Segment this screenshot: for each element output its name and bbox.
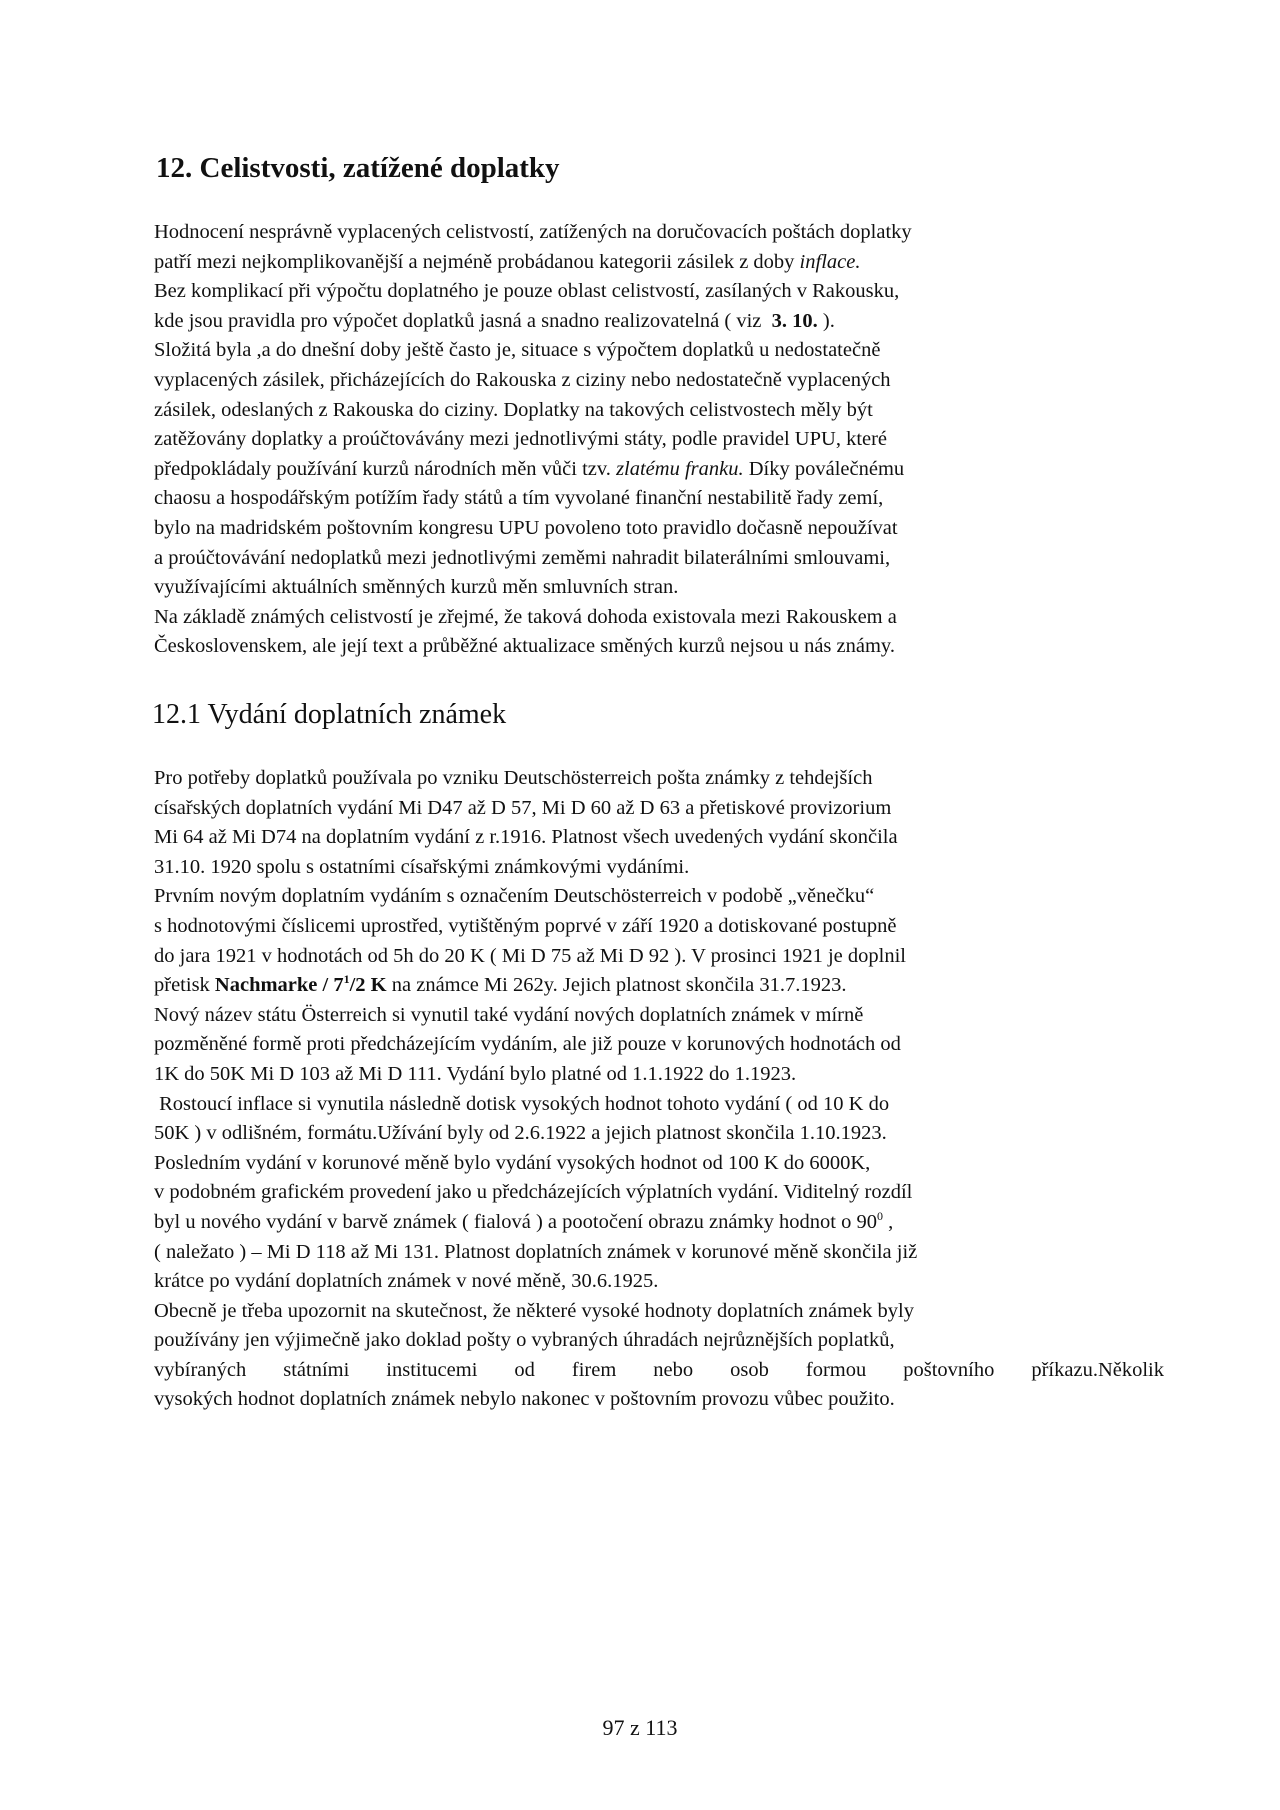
text-line: Na základě známých celistvostí je zřejmé, že taková dohoda existovala mezi Rakouskem a <box>154 605 897 628</box>
overprint-text <box>215 974 387 996</box>
text-span: patří mezi nejkomplikovanější a nejméně probádanou kategorii zásilek z doby <box>154 250 795 273</box>
text-line <box>154 455 1164 485</box>
text-line <box>154 307 1164 337</box>
text-line <box>154 248 1164 278</box>
text-line: Nový název státu Österreich si vynutil také vydání nových doplatních známek v mírně <box>154 1003 864 1026</box>
text-line: Prvním novým doplatním vydáním s označením Deutschösterreich v podobě „věnečku“ <box>154 885 875 908</box>
text-span: , <box>888 1210 894 1233</box>
text-line: používány jen výjimečně jako doklad pošty o vybraných úhradách nejrůznějších poplatků, <box>154 1329 895 1352</box>
text-span: Nachmarke / 7 <box>214 974 344 997</box>
text-span: kde jsou pravidla pro výpočet doplatků jasná a snadno realizovatelná ( viz <box>154 309 762 332</box>
text-line: vysokých hodnot doplatních známek nebylo nakonec v poštovním provozu vůbec použito. <box>154 1388 895 1411</box>
text-line: Obecně je třeba upozornit na skutečnost, že některé vysoké hodnoty doplatních známek byly <box>154 1299 914 1322</box>
text-span: na známce Mi 262y. Jejich platnost skončila 31.7.1923. <box>391 974 847 997</box>
text-line: do jara 1921 v hodnotách od 5h do 20 K ( Mi D 75 až Mi D 92 ). V prosinci 1921 je doplnil <box>154 944 906 967</box>
emphasis-inflace: inflace. <box>799 250 861 273</box>
text-line: Složitá byla ,a do dnešní doby ještě často je, situace s výpočtem doplatků u nedostatečně <box>154 339 881 362</box>
text-line: s hodnotovými číslicemi uprostřed, vytištěným poprvé v září 1920 a dotiskované postupně <box>154 914 897 937</box>
text-line: využívajícími aktuálních směnných kurzů měn smluvních stran. <box>154 576 679 599</box>
text-line: Pro potřeby doplatků používala po vzniku Deutschösterreich pošta známky z tehdejších <box>154 767 873 789</box>
text-span: Díky poválečnému <box>748 457 905 480</box>
text-line: pozměněné formě proti předcházejícím vydáním, ale již pouze v korunových hodnotách od <box>154 1033 901 1056</box>
text-line: 31.10. 1920 spolu s ostatními císařskými známkovými vydáními. <box>154 855 690 878</box>
text-line: Hodnocení nesprávně vyplacených celistvostí, zatížených na doručovacích poštách doplatky <box>154 221 912 243</box>
superscript: 1 <box>343 972 350 987</box>
paragraph-postage-due <box>154 764 1164 1415</box>
text-line: ( naležato ) – Mi D 118 až Mi 131. Platnost doplatních známek v korunové měně skončila již <box>154 1240 918 1263</box>
emphasis-zlatemu-franku: zlatému franku. <box>616 457 744 480</box>
section-reference: 3. 10. <box>771 309 818 332</box>
text-line: císařských doplatních vydání Mi D47 až D 57, Mi D 60 až D 63 a přetiskové provizorium <box>154 796 892 819</box>
text-line: zatěžovány doplatky a proúčtovávány mezi jednotlivými státy, podle pravidel UPU, které <box>154 428 888 451</box>
subsection-heading: 12.1 Vydání doplatních známek <box>152 699 507 730</box>
text-line: Mi 64 až Mi D74 na doplatním vydání z r.1916. Platnost všech uvedených vydání skončila <box>154 826 898 849</box>
text-span: přetisk <box>154 974 210 997</box>
text-line: bylo na madridském poštovním kongresu UPU povoleno toto pravidlo dočasně nepoužívat <box>154 516 898 539</box>
superscript: 0 <box>876 1208 883 1223</box>
text-line: vybíraných státními institucemi od firem nebo osob formou poštovního příkazu.Několik <box>154 1358 1164 1381</box>
text-line: krátce po vydání doplatních známek v nové měně, 30.6.1925. <box>154 1270 659 1293</box>
text-span: ). <box>822 309 835 332</box>
text-span: byl u nového vydání v barvě známek ( fialová ) a pootočení obrazu známky hodnot o 90 <box>154 1210 877 1233</box>
text-line: Posledním vydání v korunové měně bylo vydání vysokých hodnot od 100 K do 6000K, <box>154 1151 871 1174</box>
text-line: 50K ) v odlišném, formátu.Užívání byly od 2.6.1922 a jejich platnost skončila 1.10.1923. <box>154 1122 887 1145</box>
text-line: Československem, ale její text a průběžné aktualizace směných kurzů nejsou u nás známy. <box>154 635 895 658</box>
text-line: vyplacených zásilek, přicházejících do Rakouska z ciziny nebo nedostatečně vyplacených <box>154 368 891 391</box>
text-line <box>154 971 1164 1001</box>
text-line: v podobném grafickém provedení jako u předcházejících výplatních vydání. Viditelný rozdíl <box>154 1181 913 1204</box>
text-line <box>154 1208 1164 1238</box>
paragraph-intro <box>154 218 1164 662</box>
text-line: chaosu a hospodářským potížím řady států a tím vyvolané finanční nestabilitě řady zemí, <box>154 487 884 510</box>
text-line: a proúčtovávání nedoplatků mezi jednotlivými zeměmi nahradit bilaterálními smlouvami, <box>154 546 891 569</box>
text-line: zásilek, odeslaných z Rakouska do ciziny. Doplatky na takových celistvostech měly být <box>154 398 873 421</box>
text-span: /2 K <box>349 974 387 997</box>
text-line: Bez komplikací při výpočtu doplatného je pouze oblast celistvostí, zasílaných v Rakousku, <box>154 280 900 303</box>
text-line: Rostoucí inflace si vynutila následně dotisk vysokých hodnot tohoto vydání ( od 10 K do <box>154 1092 890 1115</box>
text-line: 1K do 50K Mi D 103 až Mi D 111. Vydání bylo platné od 1.1.1922 do 1.1923. <box>154 1062 797 1085</box>
section-heading: 12. Celistvosti, zatížené doplatky <box>156 152 560 184</box>
page-number: 97 z 113 <box>602 1715 678 1740</box>
text-span: předpokládaly používání kurzů národních měn vůči tzv. <box>154 457 611 480</box>
